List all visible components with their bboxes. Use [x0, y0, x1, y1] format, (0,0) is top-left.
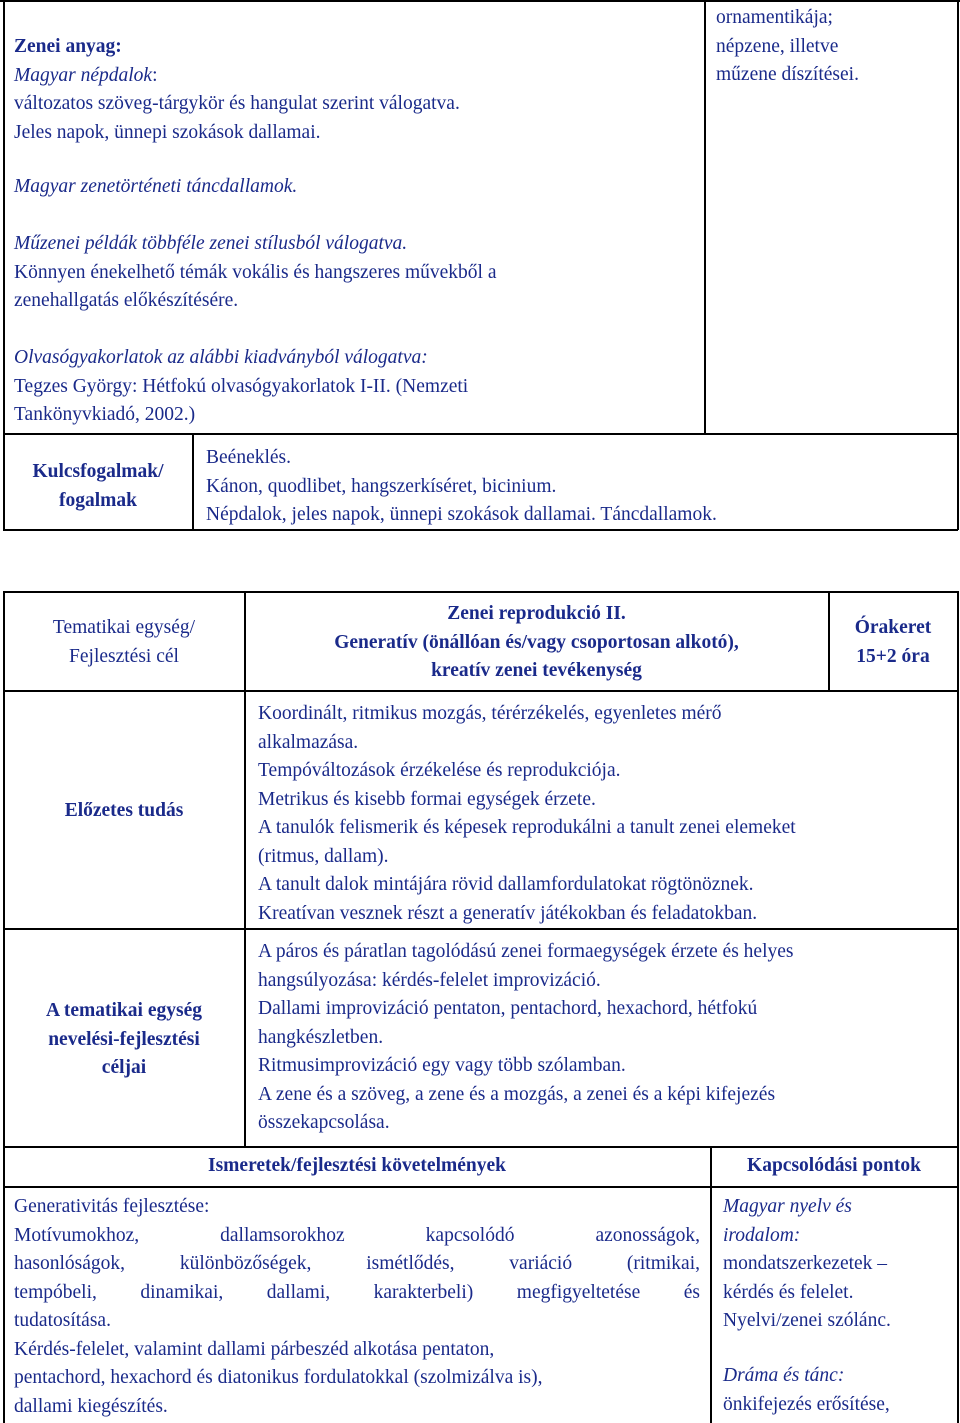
- elozetes-label: Előzetes tudás: [64, 800, 184, 821]
- muzenei-line: Műzenei példák többféle zenei stílusból válogatva.: [14, 233, 408, 254]
- muzenei-text: [14, 230, 496, 316]
- olvaso-line: Tegzes György: Hétfokú olvasógyakorlatok I-II. (Nemzeti: [14, 375, 469, 397]
- nepdalok-label: Magyar népdalok:: [14, 64, 158, 86]
- generativitas-content: Generativitás fejlesztése: Motívumokhoz, dallamsorokhoz kapcsolódó azonosságok, hasonlóságok, különbözőségek, ismétlődés, variáció (ritmikai, tempóbeli, dinamikai, dallami, karakterbeli) megfigyeltetése és tudatosítása. Kérdés-felelet, valamint dallami párbeszéd alkotása pentaton, pentachord, hexachord és diatonikus fordulatokkal (szolmizálva is), dallami kiegészítés.: [14, 1193, 700, 1421]
- olvaso-label: Olvasógyakorlatok az alábbi kiadványból válogatva:: [14, 347, 428, 368]
- kapcsolodasi-divider: [710, 1146, 712, 1423]
- orakeret: Órakeret 15+2 óra: [854, 617, 932, 667]
- unit-row-divider-1: [3, 690, 958, 692]
- top-table-border-top: [0, 0, 960, 2]
- unit-title: Zenei reprodukció II. Generatív (önállóan és/vagy csoportosan alkotó), kreatív zenei tevékenység: [334, 603, 739, 681]
- unit-table-border-top: [3, 591, 958, 593]
- olvaso-text: [14, 344, 468, 430]
- kapcsolodasi-content: Magyar nyelv és irodalom: mondatszerkezetek – kérdés és felelet. Nyelvi/zenei szólánc.: [723, 1196, 891, 1331]
- kapcsolodasi-header: Kapcsolódási pontok: [747, 1155, 921, 1176]
- generativitas-label: Generativitás fejlesztése:: [14, 1196, 210, 1217]
- muzenei-line: Könnyen énekelhető témák vokális és hangszeres művekből a: [14, 261, 497, 283]
- unit-row-divider-3: [3, 1146, 958, 1148]
- unit-row-divider-4: [3, 1186, 958, 1188]
- tancdallamok-text: Magyar zenetörténeti táncdallamok.: [14, 176, 298, 197]
- kulcs-divider: [192, 433, 194, 530]
- top-table-row-divider: [3, 433, 958, 435]
- kapcsolodasi-drama: Dráma és tánc: önkifejezés erősítése,: [723, 1365, 890, 1415]
- top-table-border-right: [957, 0, 959, 530]
- top-table-divider: [704, 0, 706, 434]
- ismeretek-header: Ismeretek/fejlesztési követelmények: [208, 1155, 506, 1176]
- right-column-text: ornamentikája; népzene, illetve műzene díszítései.: [716, 7, 859, 85]
- kulcs-content: Beéneklés. Kánon, quodlibet, hangszerkíséret, bicinium. Népdalok, jeles napok, ünnepi szokások dallamai. Táncdallamok.: [206, 447, 717, 525]
- tematikai-label: Tematikai egység/ Fejlesztési cél: [52, 617, 196, 667]
- unit-table-border-right: [957, 591, 959, 1423]
- muzenei-line: zenehallgatás előkészítésére.: [14, 290, 239, 311]
- zenei-anyag-heading: Zenei anyag:: [14, 36, 122, 57]
- top-table-border-left: [3, 0, 5, 530]
- elozetes-content: Koordinált, ritmikus mozgás, térérzékelés, egyenletes mérő alkalmazása. Tempóváltozások érzékelése és reprodukciója. Metrikus és kisebb formai egységek érzete. A tanulók felismerik és képesek reprodukálni a tanult zenei elemeket (ritmus, dallam). A tanult dalok mintájára rövid dallamfordulatokat rögtönöznek. Kreatívan vesznek részt a generatív játékokban és feladatokban.: [258, 703, 796, 924]
- olvaso-line: Tankönyvkiadó, 2002.): [14, 404, 196, 425]
- kulcs-label: Kulcsfogalmak/ fogalmak: [32, 461, 164, 511]
- nepdalok-line: Jeles napok, ünnepi szokások dallamai.: [14, 121, 321, 143]
- zenei-anyag-cell: [14, 33, 704, 147]
- celjai-label: A tematikai egység nevelési-fejlesztési céljai: [46, 1000, 202, 1078]
- celjai-content: A páros és páratlan tagolódású zenei formaegységek érzete és helyes hangsúlyozása: kérdés-felelet improvizáció. Dallami improvizáció pentaton, pentachord, hexachord, hétfokú hangkészletben. Ritmusimprovizáció egy vagy több szólamban. A zene és a szöveg, a zene és a mozgás, a zenei és a képi kifejezés összekapcsolása.: [258, 941, 794, 1133]
- unit-row-divider-2: [3, 928, 958, 930]
- nepdalok-line: változatos szöveg-tárgykör és hangulat szerint válogatva.: [14, 93, 460, 114]
